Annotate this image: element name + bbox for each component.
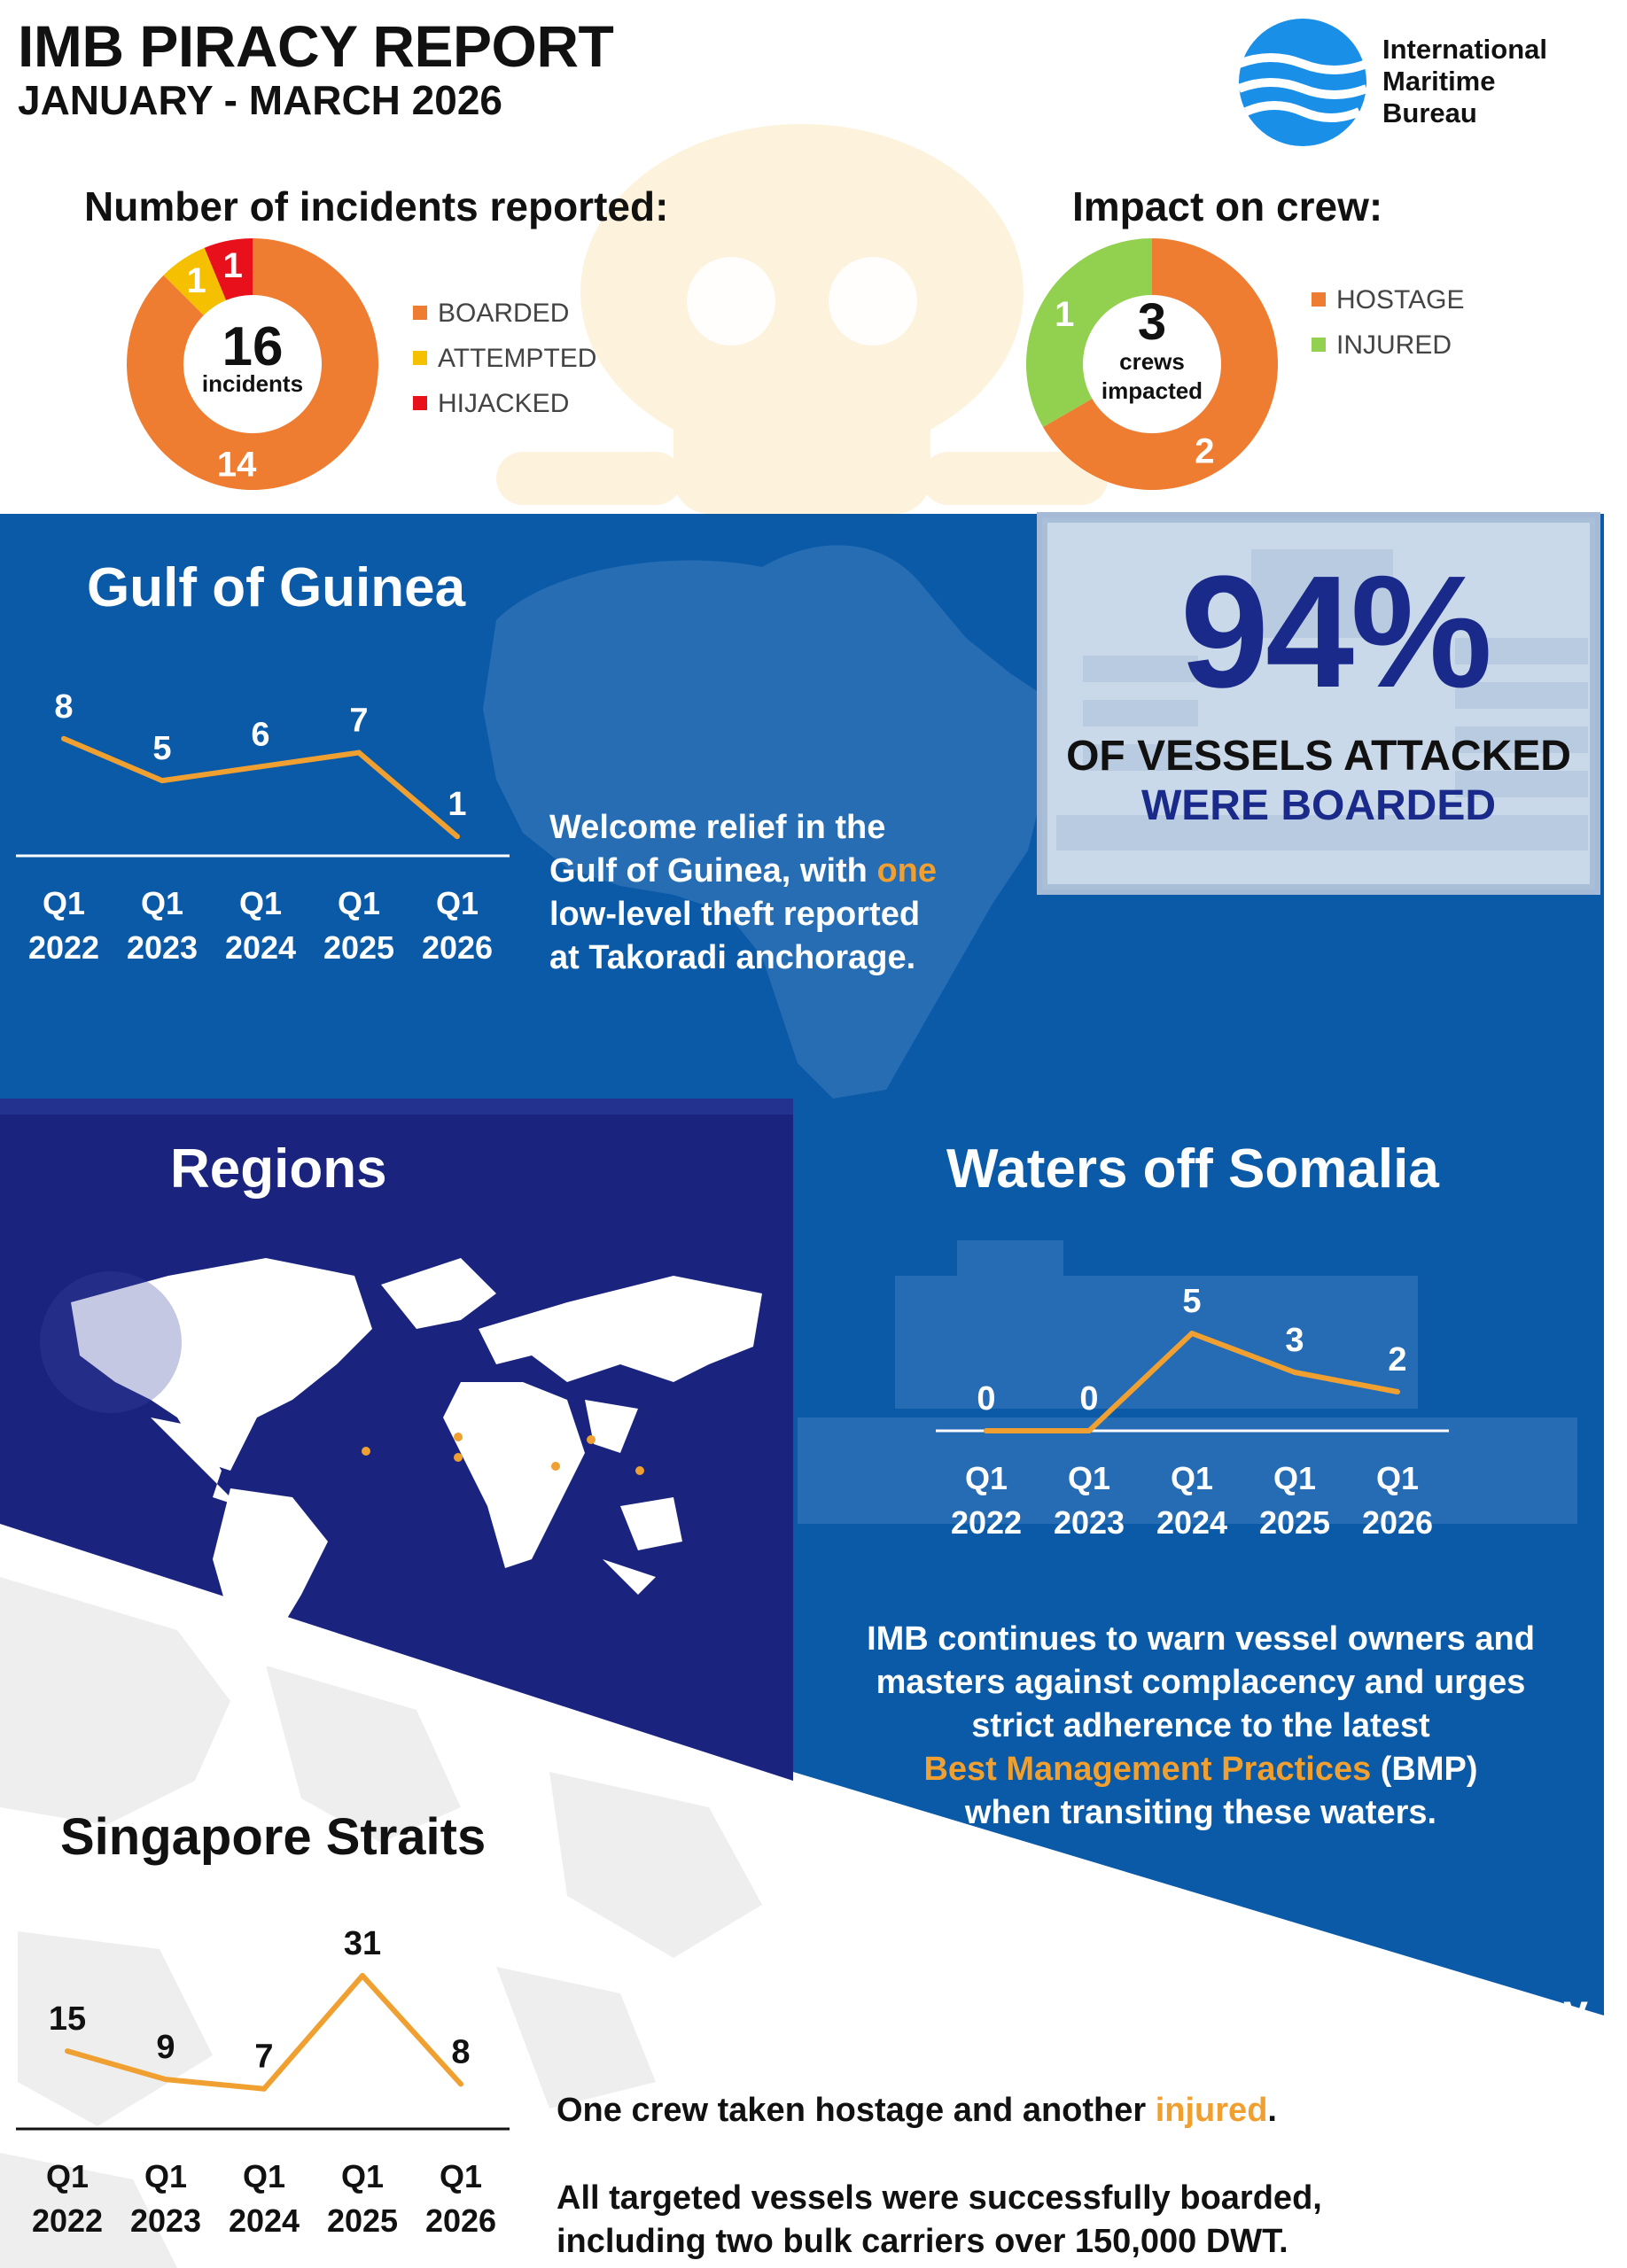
series-line xyxy=(986,1333,1397,1431)
series-line xyxy=(64,739,457,836)
incidents-heading: Number of incidents reported: xyxy=(84,183,669,229)
data-label: 8 xyxy=(451,2033,471,2071)
logo-line: Bureau xyxy=(1382,97,1477,128)
data-point xyxy=(1086,1428,1092,1433)
somalia-text-line: IMB continues to warn vessel owners and xyxy=(867,1620,1535,1658)
tick-label: 2022 xyxy=(950,1504,1023,1541)
data-label: 31 xyxy=(343,1925,382,1962)
singapore-text xyxy=(557,2089,1322,2264)
legend-swatch xyxy=(413,351,427,365)
legend-label: BOARDED xyxy=(438,299,570,328)
data-point xyxy=(458,2081,463,2086)
tick-label: 2026 xyxy=(424,2202,497,2239)
crew-heading: Impact on crew: xyxy=(1072,183,1383,229)
data-point xyxy=(65,2048,70,2054)
singapore-title: Singapore Straits xyxy=(60,1808,487,1866)
legend-item-boarded xyxy=(413,299,596,329)
legend-label: ATTEMPTED xyxy=(438,344,597,373)
gulf-text-line xyxy=(549,850,937,893)
tick-label: Q1 xyxy=(337,885,381,921)
regions-title: Regions xyxy=(170,1138,387,1200)
crew-total: 3 xyxy=(1137,293,1167,351)
tick-label: 2024 xyxy=(1156,1504,1228,1541)
stat-percentage: 94% xyxy=(1179,543,1490,721)
incidents-total: 16 xyxy=(222,316,284,377)
data-point xyxy=(163,2077,168,2082)
slice-value-label: 1 xyxy=(1055,295,1075,334)
legend-swatch xyxy=(1312,292,1326,307)
legend-label: HOSTAGE xyxy=(1336,285,1465,315)
page-subtitle: JANUARY - MARCH 2026 xyxy=(18,77,503,123)
tick-label: Q1 xyxy=(45,2158,90,2194)
tick-label: 2026 xyxy=(421,929,494,966)
tick-label: 2025 xyxy=(323,929,395,966)
data-label: 0 xyxy=(1079,1380,1099,1418)
somalia-text-line xyxy=(824,1748,1577,1791)
logo-line: Maritime xyxy=(1382,66,1496,97)
data-point xyxy=(258,764,263,769)
gulf-text-line: Welcome relief in the xyxy=(549,809,886,846)
data-point xyxy=(356,750,362,756)
gulf-title: Gulf of Guinea xyxy=(87,557,466,618)
legend-swatch xyxy=(413,396,427,410)
data-point xyxy=(1395,1389,1400,1394)
singapore-text-part: . xyxy=(1267,2092,1277,2129)
legend-swatch xyxy=(413,306,427,320)
data-label: 9 xyxy=(156,2029,175,2067)
logo-line: International xyxy=(1382,34,1548,65)
slice-value-label: 1 xyxy=(186,261,206,301)
tick-label: 2022 xyxy=(27,929,100,966)
data-point xyxy=(984,1428,989,1433)
legend-label: HIJACKED xyxy=(438,389,570,418)
singapore-text-line: including two bulk carriers over 150,000 DWT. xyxy=(557,2223,1288,2260)
tick-label: Q1 xyxy=(1273,1460,1317,1496)
tick-label: Q1 xyxy=(140,885,184,921)
social-handle[interactable]: @IMB_Piracy xyxy=(1305,1985,1588,2035)
tick-label: Q1 xyxy=(1375,1460,1420,1496)
gulf-text xyxy=(549,806,937,980)
tick-label: 2025 xyxy=(1258,1504,1331,1541)
tick-label: 2025 xyxy=(326,2202,399,2239)
gulf-text-highlight: one xyxy=(876,852,937,889)
data-label: 15 xyxy=(48,2000,87,2039)
tick-label: 2023 xyxy=(1053,1504,1125,1541)
social-hashtag[interactable]: #IMBpiracy xyxy=(1351,2040,1588,2090)
legend-label: INJURED xyxy=(1336,330,1452,360)
data-point xyxy=(261,2086,267,2092)
crew-label-line: crews xyxy=(1119,348,1185,375)
injured-highlight: injured xyxy=(1155,2092,1268,2129)
legend-swatch xyxy=(1312,338,1326,352)
gulf-text-part: Gulf of Guinea, with xyxy=(549,852,877,889)
tick-label: Q1 xyxy=(144,2158,188,2194)
incidents-legend xyxy=(413,299,596,434)
gulf-text-line: at Takoradi anchorage. xyxy=(549,939,916,976)
tick-label: Q1 xyxy=(435,885,479,921)
legend-item-hostage xyxy=(1312,285,1464,315)
somalia-title: Waters off Somalia xyxy=(946,1138,1439,1200)
tick-label: 2023 xyxy=(126,929,199,966)
somalia-text xyxy=(824,1618,1577,1835)
data-point xyxy=(455,834,460,839)
data-point xyxy=(1292,1370,1297,1375)
data-label: 8 xyxy=(54,687,74,726)
stat-line-2: WERE BOARDED xyxy=(1140,782,1496,829)
somalia-text-line: when transiting these waters. xyxy=(964,1794,1437,1831)
tick-label: Q1 xyxy=(42,885,86,921)
tick-label: Q1 xyxy=(1067,1460,1111,1496)
data-label: 0 xyxy=(977,1380,996,1418)
imb-logo-text xyxy=(1382,34,1547,129)
singapore-line-chart xyxy=(0,1925,532,2268)
bmp-highlight: Best Management Practices xyxy=(923,1751,1372,1788)
stat-line-1: OF VESSELS ATTACKED xyxy=(1066,733,1571,780)
crew-legend xyxy=(1312,285,1464,376)
somalia-line-chart xyxy=(922,1258,1506,1559)
imb-logo-icon xyxy=(1234,18,1375,151)
page-title: IMB PIRACY REPORT xyxy=(18,13,614,79)
data-point xyxy=(160,778,165,783)
tick-label: Q1 xyxy=(340,2158,385,2194)
tick-label: Q1 xyxy=(238,885,283,921)
data-label: 3 xyxy=(1285,1322,1304,1359)
data-label: 7 xyxy=(254,2038,274,2076)
gulf-line-chart xyxy=(0,682,532,983)
tick-label: Q1 xyxy=(964,1460,1008,1496)
crew-total-label xyxy=(1024,347,1281,406)
data-label: 1 xyxy=(448,786,467,824)
somalia-text-line: masters against complacency and urges xyxy=(876,1664,1526,1701)
legend-item-injured xyxy=(1312,330,1464,361)
data-point xyxy=(61,736,66,742)
data-label: 5 xyxy=(152,730,172,768)
tick-label: 2022 xyxy=(31,2202,104,2239)
legend-item-attempted xyxy=(413,344,596,374)
slice-value-label: 1 xyxy=(222,246,243,286)
singapore-text-part: One crew taken hostage and another xyxy=(557,2092,1156,2129)
tick-label: 2024 xyxy=(228,2202,300,2239)
tick-label: 2023 xyxy=(129,2202,202,2239)
data-label: 2 xyxy=(1388,1341,1407,1379)
data-label: 5 xyxy=(1182,1283,1202,1320)
singapore-text-line: All targeted vessels were successfully boarded, xyxy=(557,2179,1322,2217)
data-label: 6 xyxy=(251,716,270,754)
data-point xyxy=(360,1973,365,1978)
crew-label-line: impacted xyxy=(1101,377,1203,404)
incidents-total-label: incidents xyxy=(201,370,304,397)
legend-item-hijacked xyxy=(413,389,596,419)
slice-value-label: 2 xyxy=(1195,431,1215,471)
gulf-text-line: low-level theft reported xyxy=(549,896,921,933)
tick-label: Q1 xyxy=(242,2158,286,2194)
data-point xyxy=(1189,1331,1195,1336)
tick-label: 2024 xyxy=(224,929,297,966)
tick-label: Q1 xyxy=(439,2158,483,2194)
tick-label: Q1 xyxy=(1170,1460,1214,1496)
slice-value-label: 14 xyxy=(216,445,257,485)
somalia-text-part: (BMP) xyxy=(1371,1751,1478,1788)
somalia-text-line: strict adherence to the latest xyxy=(971,1707,1430,1744)
data-label: 7 xyxy=(349,702,369,740)
singapore-text-line xyxy=(557,2089,1322,2132)
tick-label: 2026 xyxy=(1361,1504,1434,1541)
